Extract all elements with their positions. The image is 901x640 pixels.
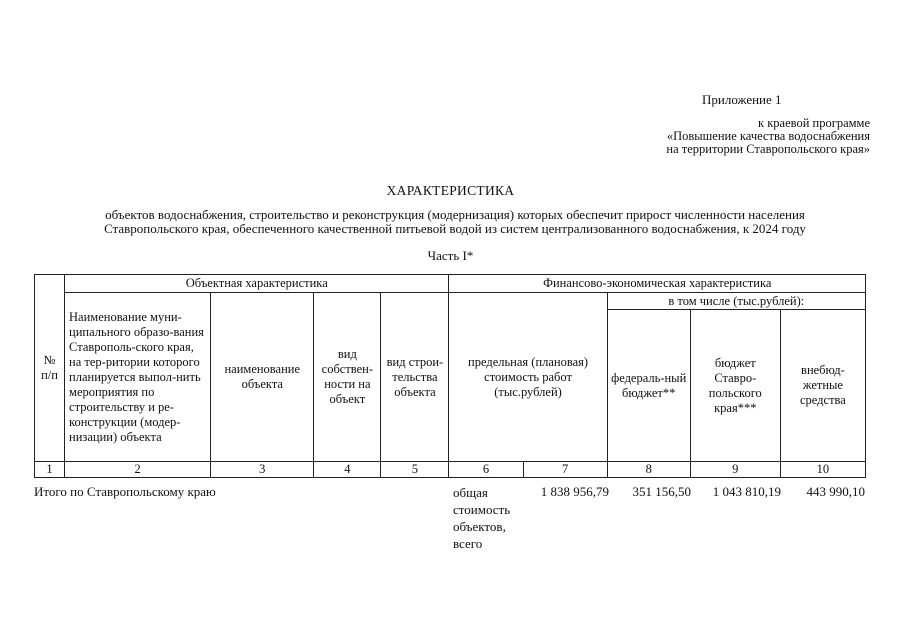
- header-federal-budget: федераль-ный бюджет**: [607, 310, 690, 462]
- appendix-line-3: на территории Ставропольского края»: [666, 142, 870, 156]
- total-label: Итого по Ставропольскому краю: [34, 484, 216, 499]
- appendix-line-2: «Повышение качества водоснабжения: [666, 129, 870, 143]
- total-max-cost: 1 838 956,79: [540, 484, 609, 499]
- header-group-object: Объектная характеристика: [65, 275, 449, 293]
- total-description: общая стоимость объектов, всего: [453, 485, 511, 551]
- characteristics-table: [34, 274, 866, 478]
- subtitle-line-1: объектов водоснабжения, строительство и реконструкция (модернизация) которых обеспечит прирост численности населения: [105, 207, 805, 222]
- column-number: 6: [449, 462, 523, 478]
- column-number: 10: [780, 462, 865, 478]
- header-municipality: Наименование муни-ципального образо-вания Ставрополь-ского края, на тер-ритории которого планируется выпол-нить мероприятия по строительству и ре-конструкции (модер-низации) объекта: [65, 293, 211, 462]
- column-number: 3: [211, 462, 314, 478]
- header-including: в том числе (тыс.рублей):: [607, 293, 865, 310]
- column-number: 1: [35, 462, 65, 478]
- header-construction-type: вид строи-тельства объекта: [381, 293, 449, 462]
- column-number: 7: [523, 462, 607, 478]
- column-number: 2: [65, 462, 211, 478]
- header-extrabudgetary: внебюд-жетные средства: [780, 310, 865, 462]
- appendix-line-1: к краевой программе: [758, 116, 870, 130]
- subtitle-line-2: Ставропольского края, обеспеченного качественной питьевой водой из систем централизованного водоснабжения, к 2024 году: [104, 221, 806, 236]
- total-regional-budget: 1 043 810,19: [712, 484, 781, 499]
- column-number: 4: [314, 462, 381, 478]
- column-number: 5: [381, 462, 449, 478]
- header-ownership: вид собствен-ности на объект: [314, 293, 381, 462]
- appendix-title: Приложение 1: [702, 92, 782, 107]
- document-subtitle: [40, 208, 870, 236]
- column-number: 8: [607, 462, 690, 478]
- total-extrabudgetary: 443 990,10: [806, 484, 865, 499]
- total-federal-budget: 351 156,50: [632, 484, 691, 499]
- header-group-finance: Финансово-экономическая характеристика: [449, 275, 866, 293]
- document-title: ХАРАКТЕРИСТИКА: [386, 183, 515, 198]
- header-regional-budget: бюджет Ставро-польского края***: [690, 310, 780, 462]
- header-max-cost: предельная (плановая) стоимость работ (тыс.рублей): [449, 293, 607, 462]
- column-number: 9: [690, 462, 780, 478]
- part-label: Часть I*: [427, 248, 474, 263]
- header-object-name: наименование объекта: [211, 293, 314, 462]
- header-number: № п/п: [35, 275, 65, 462]
